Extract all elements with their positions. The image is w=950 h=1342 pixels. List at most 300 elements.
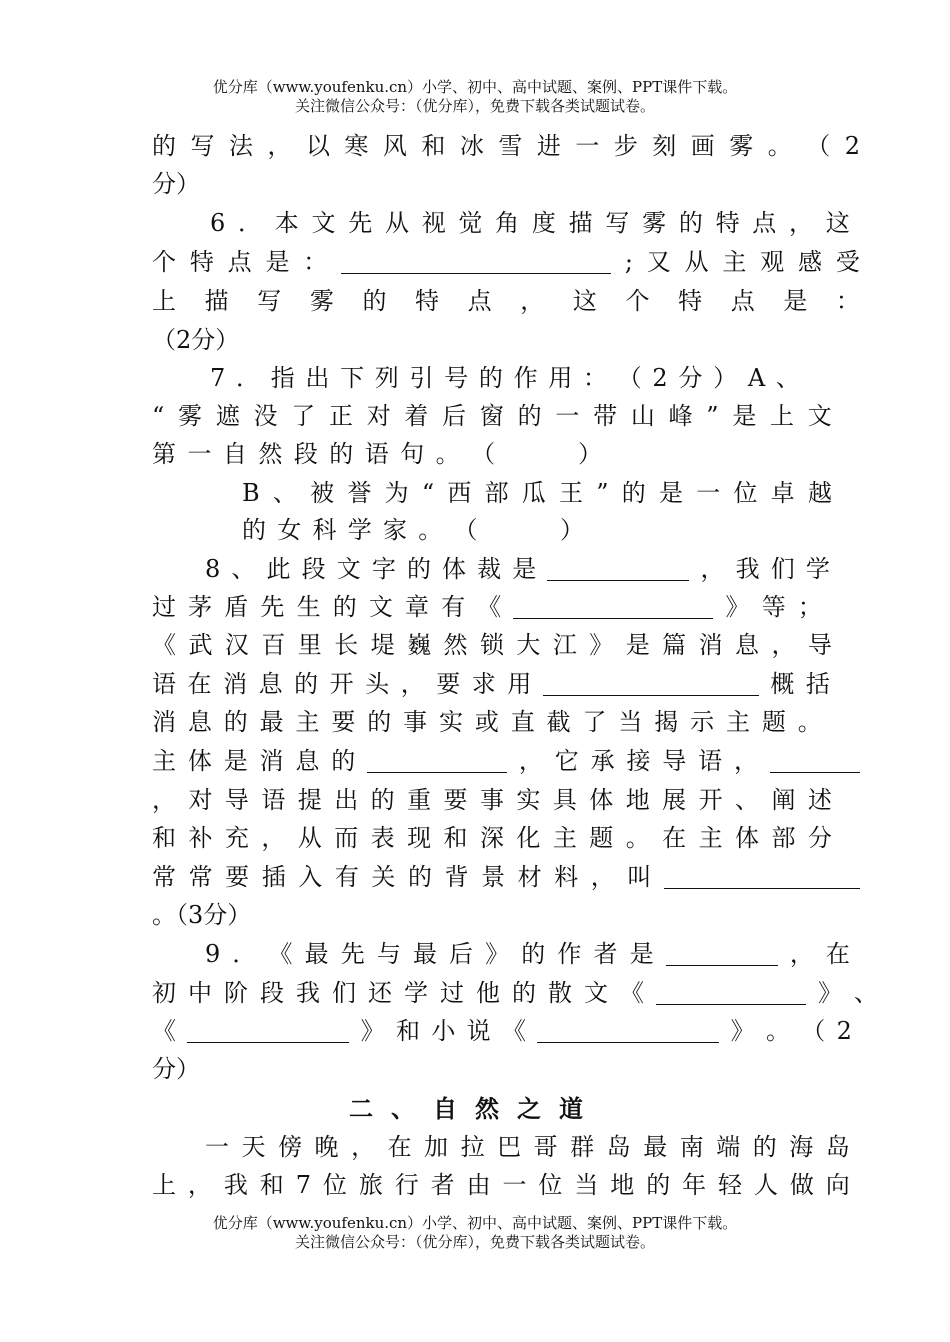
text-char: 的 (621, 479, 646, 507)
text-char: 号 (444, 364, 469, 392)
text-char: 指 (270, 364, 295, 392)
text-char: 语 (364, 440, 389, 468)
text-char: ， (261, 824, 286, 852)
text-char: 从 (384, 209, 409, 237)
text-char: 文 (311, 209, 336, 237)
text-line-1 (152, 129, 860, 163)
text-char: 特 (189, 248, 214, 276)
text-char: 位 (538, 1171, 563, 1199)
question-7-line-2 (152, 399, 832, 433)
text-char: （ (617, 364, 642, 392)
text-char: 茅 (188, 593, 213, 621)
text-char: 有 (334, 863, 359, 891)
question-8-line-5 (152, 705, 822, 739)
text-char: 。 (418, 516, 443, 544)
text-char: 头 (365, 670, 390, 698)
text-char: 分 (191, 326, 216, 354)
text-line-2 (152, 167, 860, 201)
text-char: 特 (415, 287, 440, 315)
text-char: 第 (152, 440, 176, 468)
text-char: 直 (510, 708, 535, 736)
text-char: 揭 (654, 708, 679, 736)
text-char: 风 (382, 132, 407, 160)
text-char: 从 (297, 824, 322, 852)
question-9-score (152, 1052, 860, 1086)
text-char: 生 (296, 593, 321, 621)
text-char: 寒 (344, 132, 369, 160)
text-char: 在 (387, 1133, 412, 1161)
text-char: 》 (589, 631, 614, 659)
text-char: 端 (716, 1133, 741, 1161)
text-char: 人 (753, 1171, 778, 1199)
text-char: 西 (447, 479, 472, 507)
text-char: 巍 (407, 631, 432, 659)
text-char: 具 (552, 786, 577, 814)
text-char: 这 (825, 209, 850, 237)
text-char: 分 (152, 1055, 176, 1083)
question-6-score (152, 323, 860, 357)
text-char: 南 (679, 1133, 704, 1161)
text-char: 材 (517, 863, 542, 891)
paragraph-line-2 (152, 1168, 850, 1202)
text-char: 说 (466, 1017, 491, 1045)
question-8-line-6 (152, 744, 860, 778)
text-char: 等 (761, 593, 786, 621)
text-char: 上 (152, 1171, 176, 1199)
text-char: 补 (188, 824, 213, 852)
text-char: 段 (260, 979, 284, 1007)
text-char: 分 (152, 170, 176, 198)
text-char: 小 (431, 1017, 456, 1045)
text-char: 的 (331, 747, 356, 775)
text-char: 学 (404, 979, 428, 1007)
text-char: ， (733, 747, 758, 775)
text-char: 消 (152, 708, 176, 736)
text-char: 科 (312, 516, 337, 544)
question-9-line-3 (152, 1014, 852, 1048)
answer-blank[interactable] (664, 860, 860, 889)
text-char: 7 (210, 364, 226, 392)
text-char: 遮 (215, 402, 240, 430)
text-char: 文 (584, 979, 608, 1007)
text-char: 没 (253, 402, 278, 430)
text-char: 堤 (370, 631, 395, 659)
text-char: （ (806, 132, 831, 160)
text-char: 是 (629, 940, 654, 968)
text-char: 越 (807, 479, 832, 507)
text-char: 2 (176, 326, 192, 354)
text-char: 导 (224, 786, 249, 814)
text-char: ） (176, 170, 200, 198)
text-char: ） (560, 516, 584, 544)
text-char: 事 (479, 786, 504, 814)
text-char: 和 (259, 1171, 284, 1199)
text-char: 被 (310, 479, 335, 507)
text-char: 以 (305, 132, 330, 160)
question-6-line-1 (210, 206, 850, 240)
text-char: ； (797, 593, 822, 621)
text-char: （ (176, 901, 188, 929)
text-char: 开 (329, 670, 354, 698)
text-char: 事 (403, 708, 428, 736)
answer-blank[interactable] (770, 744, 860, 773)
question-8-line-1 (205, 552, 830, 586)
text-char: ） (713, 364, 738, 392)
text-char: 写 (190, 132, 215, 160)
text-char: ， (351, 1133, 376, 1161)
text-char: 百 (261, 631, 286, 659)
text-char: 开 (698, 786, 723, 814)
text-char: 语 (152, 670, 176, 698)
text-char: 、 (735, 786, 759, 814)
text-char: 叫 (627, 863, 652, 891)
text-char: ” (706, 402, 719, 430)
text-char: 篇 (662, 631, 687, 659)
text-char: 我 (735, 555, 760, 583)
text-char: 个 (152, 248, 176, 276)
answer-blank[interactable] (666, 937, 778, 966)
paragraph-line-1 (205, 1130, 850, 1164)
text-char: （ (801, 1017, 826, 1045)
text-char: 导 (662, 747, 687, 775)
text-char: ． (235, 364, 260, 392)
text-char: （ (453, 516, 478, 544)
text-char: 巴 (497, 1133, 522, 1161)
text-char: 《 (501, 1017, 526, 1045)
text-char: 8 (205, 555, 221, 583)
question-8-score (152, 898, 860, 932)
text-char: 文 (368, 593, 393, 621)
text-char: 是 (783, 287, 808, 315)
text-char: 还 (368, 979, 392, 1007)
text-char: 傍 (278, 1133, 303, 1161)
text-char: 雾 (642, 209, 667, 237)
text-char: 。 (765, 1017, 790, 1045)
text-char: 冰 (459, 132, 484, 160)
answer-blank[interactable] (656, 976, 806, 1005)
text-char: “ (152, 402, 165, 430)
text-char: 承 (590, 747, 615, 775)
text-char: 。 (625, 824, 650, 852)
text-char: ， (771, 631, 796, 659)
text-char: 我 (296, 979, 320, 1007)
text-char: 对 (188, 786, 213, 814)
text-char: 步 (613, 132, 638, 160)
text-char: 散 (548, 979, 572, 1007)
text-char: 雾 (309, 287, 334, 315)
text-char: 与 (376, 940, 401, 968)
text-char: 轻 (718, 1171, 743, 1199)
answer-blank[interactable] (341, 245, 611, 274)
text-char: 由 (466, 1171, 491, 1199)
text-char: 概 (770, 670, 795, 698)
text-char: 是 (659, 479, 684, 507)
text-char: 刻 (652, 132, 677, 160)
text-char: 山 (630, 402, 655, 430)
text-char: 正 (328, 402, 353, 430)
text-char: 窗 (479, 402, 504, 430)
text-char: 哥 (533, 1133, 558, 1161)
text-char: 向 (825, 1171, 850, 1199)
text-char: 的 (678, 209, 703, 237)
text-char: 一 (555, 402, 580, 430)
text-char: 江 (552, 631, 577, 659)
text-char: 息 (258, 670, 283, 698)
text-char: 年 (682, 1171, 707, 1199)
text-char: 《 (477, 593, 502, 621)
text-char: 充 (224, 824, 249, 852)
text-char: 在 (662, 824, 687, 852)
text-char: 又 (646, 248, 671, 276)
text-char: 题 (589, 824, 614, 852)
text-char: 作 (513, 364, 538, 392)
text-char: 下 (340, 364, 365, 392)
text-char: 对 (366, 402, 391, 430)
text-char: 导 (807, 631, 832, 659)
text-char: 《 (152, 1017, 176, 1045)
question-8-line-9 (152, 860, 860, 894)
text-char: 句 (400, 440, 425, 468)
text-char: 后 (449, 940, 474, 968)
text-char: 关 (371, 863, 396, 891)
text-char: 当 (574, 1171, 599, 1199)
text-char: 表 (370, 824, 395, 852)
text-char: 先 (260, 593, 285, 621)
text-char: 章 (404, 593, 429, 621)
text-char: ” (596, 479, 609, 507)
answer-blank[interactable] (367, 744, 507, 773)
text-char: 常 (152, 863, 176, 891)
text-char: 、 (854, 979, 878, 1007)
answer-blank[interactable] (187, 1014, 349, 1043)
answer-blank[interactable] (537, 1014, 719, 1043)
text-char: 最 (304, 940, 329, 968)
text-char: 海 (789, 1133, 814, 1161)
text-char: 出 (305, 364, 330, 392)
text-char: 上 (770, 402, 795, 430)
text-char: 。 (767, 132, 792, 160)
text-char: 的 (362, 287, 387, 315)
text-char: 画 (690, 132, 715, 160)
text-char: 们 (332, 979, 356, 1007)
text-char: 的 (152, 132, 176, 160)
text-char: 位 (733, 479, 758, 507)
question-8-line-3 (152, 628, 832, 662)
text-char: 展 (662, 786, 687, 814)
text-char: 特 (678, 287, 703, 315)
text-char: 一 (502, 1171, 527, 1199)
text-char: 个 (625, 287, 650, 315)
question-8-line-4 (152, 667, 830, 701)
text-char: 一 (696, 479, 721, 507)
text-char: 》 (730, 1017, 755, 1045)
text-char: 和 (152, 824, 176, 852)
text-char: 截 (546, 708, 571, 736)
text-char: 息 (735, 631, 759, 659)
text-char: 的 (367, 708, 392, 736)
text-char: 要 (225, 863, 250, 891)
text-char: ： (835, 287, 860, 315)
question-8-line-2 (152, 590, 822, 624)
text-char: 雪 (498, 132, 523, 160)
text-char: 学 (347, 516, 372, 544)
text-char: 岛 (606, 1133, 631, 1161)
text-char: 要 (443, 786, 468, 814)
text-char: 和 (395, 1017, 420, 1045)
text-char: 里 (297, 631, 322, 659)
text-char: 题 (761, 708, 786, 736)
text-char: 它 (554, 747, 579, 775)
text-char: ， (700, 555, 725, 583)
text-char: 2 (836, 1017, 852, 1045)
text-char: 的 (521, 940, 546, 968)
text-char: 晚 (314, 1133, 339, 1161)
text-char: B (242, 479, 260, 507)
text-char: 主 (552, 824, 577, 852)
text-char: （ (471, 440, 496, 468)
text-char: 《 (620, 979, 644, 1007)
text-char: 最 (412, 940, 437, 968)
text-char: ， (518, 747, 543, 775)
answer-blank[interactable] (547, 552, 689, 581)
footer-line-2: 关注微信公众号：（优分库），免费下载各类试题试卷。 (294, 1233, 655, 1251)
text-char: 汉 (224, 631, 249, 659)
text-char: 。 (152, 901, 176, 929)
text-char: 》 (360, 1017, 385, 1045)
text-char: 观 (760, 248, 785, 276)
text-char: 中 (188, 979, 212, 1007)
text-char: 做 (789, 1171, 814, 1199)
text-char: 地 (625, 786, 650, 814)
question-6-line-2 (152, 245, 860, 279)
text-char: 角 (495, 209, 520, 237)
text-char: 王 (559, 479, 584, 507)
text-char: 裁 (477, 555, 502, 583)
text-char: 求 (471, 670, 496, 698)
text-char: 要 (436, 670, 461, 698)
text-char: （ (152, 326, 176, 354)
text-char: ， (789, 209, 814, 237)
text-char: 现 (407, 824, 432, 852)
text-char: 过 (152, 593, 176, 621)
text-char: 》 (725, 593, 750, 621)
text-char: 的 (512, 979, 536, 1007)
text-char: 自 (222, 440, 247, 468)
text-char: 文 (336, 555, 361, 583)
text-char: 岛 (825, 1133, 850, 1161)
text-char: 的 (407, 863, 432, 891)
text-char: 天 (241, 1133, 266, 1161)
text-char: 的 (329, 440, 354, 468)
text-char: 女 (277, 516, 302, 544)
text-char: 群 (570, 1133, 595, 1161)
text-char: 的 (406, 555, 431, 583)
text-char: 9 (205, 940, 221, 968)
answer-blank[interactable] (513, 590, 713, 619)
text-char: 和 (443, 824, 468, 852)
text-char: 部 (484, 479, 509, 507)
text-char: 者 (430, 1171, 455, 1199)
text-char: 一 (575, 132, 600, 160)
text-char: 的 (223, 708, 248, 736)
text-char: 受 (835, 248, 860, 276)
text-char: 的 (294, 670, 319, 698)
question-9-line-1 (205, 937, 850, 971)
text-char: 为 (384, 479, 409, 507)
text-char: 从 (684, 248, 709, 276)
text-char: 有 (441, 593, 466, 621)
text-char: 或 (474, 708, 499, 736)
text-char: 先 (340, 940, 365, 968)
text-char: 《 (268, 940, 293, 968)
text-char: 料 (554, 863, 579, 891)
answer-blank[interactable] (543, 667, 759, 696)
text-char: 提 (297, 786, 322, 814)
page-footer (0, 1214, 950, 1252)
text-char: 入 (298, 863, 323, 891)
text-char: 和 (421, 132, 446, 160)
text-char: 特 (715, 209, 740, 237)
text-char: 此 (266, 555, 291, 583)
text-char: 消 (259, 747, 284, 775)
question-8-line-7 (152, 783, 832, 817)
text-char: 列 (374, 364, 399, 392)
text-char: 体 (187, 747, 212, 775)
text-char: 2 (652, 364, 668, 392)
text-char: 我 (223, 1171, 248, 1199)
text-char: 写 (257, 287, 282, 315)
text-char: 主 (726, 708, 750, 736)
text-char: 的 (478, 364, 503, 392)
text-char: 。 (435, 440, 460, 468)
text-char: 感 (798, 248, 823, 276)
section-title: 二、自然之道 (349, 1094, 601, 1123)
text-char: 视 (421, 209, 446, 237)
text-char: 字 (371, 555, 396, 583)
text-char: 一 (187, 440, 212, 468)
text-char: 分 (807, 824, 832, 852)
text-char: 加 (424, 1133, 449, 1161)
question-7-line-1 (210, 361, 800, 395)
text-char: 述 (807, 786, 832, 814)
text-char: 6 (210, 209, 226, 237)
text-char: 用 (548, 364, 573, 392)
text-char: 《 (152, 631, 176, 659)
text-char: 用 (507, 670, 532, 698)
text-char: 段 (293, 440, 318, 468)
text-char: 背 (444, 863, 469, 891)
text-char: 示 (690, 708, 715, 736)
text-char: 描 (204, 287, 229, 315)
text-char: 语 (698, 747, 723, 775)
text-char: 作 (557, 940, 582, 968)
text-char: 学 (805, 555, 830, 583)
text-char: 重 (407, 786, 432, 814)
text-char: 出 (334, 786, 359, 814)
text-char: 》 (485, 940, 510, 968)
text-char: 初 (152, 979, 176, 1007)
page-header (0, 78, 950, 116)
text-char: 常 (188, 863, 213, 891)
text-char: 3 (188, 901, 204, 929)
text-char: 进 (536, 132, 561, 160)
text-char: 接 (626, 747, 651, 775)
text-char: 分 (678, 364, 703, 392)
text-char: 的 (332, 593, 357, 621)
blank-space (507, 437, 567, 471)
text-char: 者 (593, 940, 618, 968)
text-char: ： (583, 364, 608, 392)
